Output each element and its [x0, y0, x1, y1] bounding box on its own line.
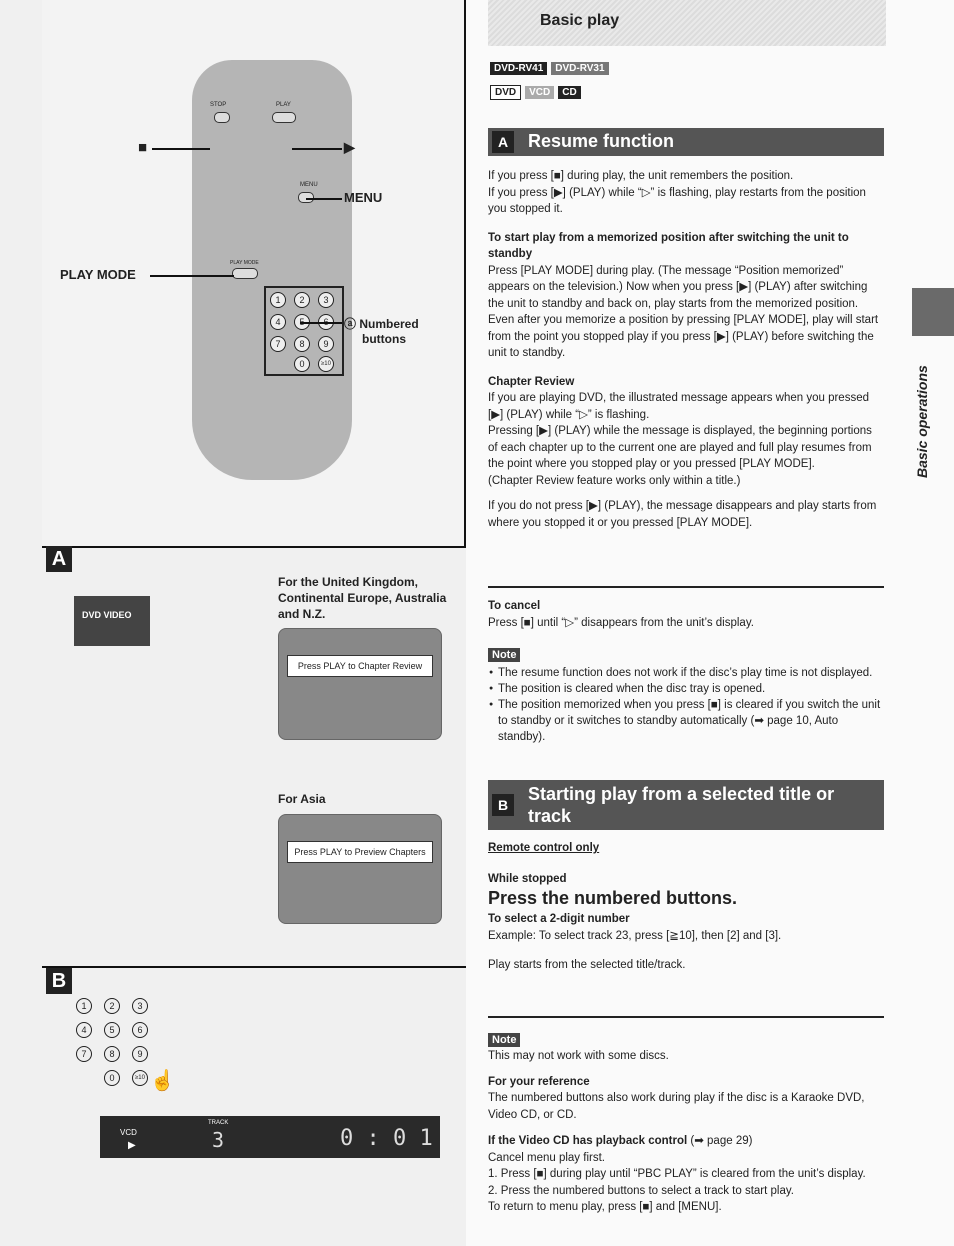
resume-intro: If you press [■] during play, the unit remembers the position. [488, 170, 794, 182]
numbered-leader-line [300, 322, 342, 324]
fig-b-key-3: 3 [132, 998, 148, 1014]
numbered-callout-2: buttons [362, 332, 406, 346]
standby-text-1: Press [PLAY MODE] during play. (The message “Position memorized” appears on the television.) Now when you press [▶] (PLAY) after switching the unit to standby and back on, play starts from the memorized position. [488, 264, 868, 310]
resume-restart: If you press [▶] (PLAY) while “▷” is flashing, play restarts from the position you stopped it. [488, 186, 866, 215]
tv-screen-asia [278, 814, 442, 924]
key-7: 7 [270, 336, 286, 352]
dvd-video-logo: DVD VIDEO [74, 596, 150, 646]
menu-remote-label: MENU [300, 182, 318, 188]
section-a-title: Resume function [528, 131, 675, 151]
remote-figure [42, 0, 466, 548]
note-a-list [488, 665, 884, 745]
play-mode-remote-label: PLAY MODE [230, 260, 259, 266]
side-tab-label-wrap [903, 350, 933, 490]
key-10plus: ≥10 [318, 356, 334, 372]
section-b-body [488, 840, 884, 974]
section-a-letter: A [492, 131, 514, 153]
left-illustration-column [0, 0, 466, 1246]
pbc-page-ref: (➡ page 29) [690, 1135, 753, 1147]
model-badge: DVD-RV41 [490, 62, 547, 75]
pointing-hand-icon: ☝ [150, 1070, 175, 1092]
note-a-tag-wrap [488, 645, 884, 663]
key-9: 9 [318, 336, 334, 352]
chapter-review-heading: Chapter Review [488, 375, 575, 388]
model-badge: DVD-RV31 [551, 62, 608, 75]
stop-remote-button [214, 112, 230, 123]
key-3: 3 [318, 292, 334, 308]
disc-badges [490, 82, 585, 100]
numbered-buttons-instruction: Press the numbered buttons. [488, 888, 738, 908]
section-b-letter: B [492, 794, 514, 816]
display-play-icon: ▶ [128, 1140, 136, 1151]
note-item: ● The position is cleared when the disc tray is opened. [498, 681, 884, 697]
play-starts-text: Play starts from the selected title/track. [488, 959, 686, 971]
display-mode: VCD [120, 1128, 137, 1137]
region-asia-label: For Asia [278, 792, 326, 806]
fig-b-key-1: 1 [76, 998, 92, 1014]
region-uk-label: For the United Kingdom, Continental Europe, Australia and N.Z. [278, 575, 447, 621]
key-8: 8 [294, 336, 310, 352]
chapter-review-text-3: (Chapter Review feature works only within a title.) [488, 474, 741, 487]
fig-b-key-7: 7 [76, 1046, 92, 1062]
page-header [488, 0, 886, 46]
divider [488, 1016, 884, 1018]
model-badges [490, 58, 613, 76]
pbc-step-1: 1. Press [■] during play until “PBC PLAY” is cleared from the unit’s display. [488, 1168, 866, 1180]
note-item: ● The position memorized when you press [■] is cleared if you switch the unit to standby or it switches to standby automatically (➡ page 10, Auto standby). [498, 697, 884, 745]
numbered-callout-1: ⓐ Numbered [344, 317, 419, 331]
fig-b-key-4: 4 [76, 1022, 92, 1038]
note-label: Note [488, 1033, 520, 1047]
fig-b-key-10plus: ≥10 [132, 1070, 148, 1086]
two-digit-heading: To select a 2-digit number [488, 913, 630, 925]
section-b-notes [488, 1030, 884, 1216]
section-a-body [488, 168, 884, 531]
fig-b-key-9: 9 [132, 1046, 148, 1062]
fig-b-key-6: 6 [132, 1022, 148, 1038]
play-callout: ▶ [344, 139, 355, 155]
while-stopped-label: While stopped [488, 872, 567, 885]
play-remote-label: PLAY [276, 102, 291, 108]
fig-b-key-5: 5 [104, 1022, 120, 1038]
figure-b-label: B [46, 968, 72, 994]
disc-badge: VCD [525, 86, 554, 99]
section-b-title: Starting play from a selected title or track [528, 784, 835, 826]
chapter-review-message: Press PLAY to Chapter Review [287, 655, 433, 677]
reference-heading: For your reference [488, 1075, 590, 1088]
remote-control [192, 60, 352, 480]
fig-b-key-2: 2 [104, 998, 120, 1014]
section-b-header [488, 780, 884, 830]
section-a-header [488, 128, 884, 156]
play-mode-leader-line [150, 275, 234, 277]
chapter-review-text-1: If you are playing DVD, the illustrated message appears when you pressed [▶] (PLAY) while “▷” is flashing. [488, 392, 869, 421]
standby-text-2: Even after you memorize a position by pressing [PLAY MODE], play will start from the point you stopped play if you press [▶] (PLAY) before switching the unit to standby. [488, 314, 879, 359]
display-time: 0 : 0 1 [340, 1126, 433, 1151]
preview-chapters-message: Press PLAY to Preview Chapters [287, 841, 433, 863]
play-remote-button [272, 112, 296, 123]
pbc-heading: If the Video CD has playback control [488, 1135, 688, 1147]
disc-badge: DVD [490, 85, 521, 100]
menu-leader-line [306, 198, 342, 200]
side-tab-label: Basic operations [914, 365, 930, 478]
fig-b-key-8: 8 [104, 1046, 120, 1062]
remote-only-label: Remote control only [488, 842, 600, 854]
figure-b-divider [42, 966, 466, 968]
stop-remote-label: STOP [210, 102, 227, 108]
stop-callout: ■ [138, 139, 148, 156]
unit-display [100, 1116, 440, 1158]
key-4: 4 [270, 314, 286, 330]
play-mode-remote-button [232, 268, 258, 279]
reference-text: The numbered buttons also work during play if the disc is a Karaoke DVD, Video CD, or CD. [488, 1092, 865, 1121]
display-track-label: TRACK [208, 1120, 229, 1126]
disc-badge: CD [558, 86, 580, 99]
key-0: 0 [294, 356, 310, 372]
fig-b-key-0: 0 [104, 1070, 120, 1086]
tv-screen-uk [278, 628, 442, 740]
numpad-highlight [264, 286, 344, 376]
section-tab [912, 288, 954, 336]
cancel-text: Press [■] until “▷” disappears from the unit’s display. [488, 616, 754, 629]
divider [488, 586, 884, 588]
cancel-block [488, 598, 884, 745]
play-leader-line [292, 148, 342, 150]
play-mode-callout: PLAY MODE [60, 267, 136, 282]
pbc-step-2: 2. Press the numbered buttons to select a track to start play. [488, 1184, 794, 1197]
right-text-column [478, 0, 888, 1246]
note-item: ● The resume function does not work if the disc’s play time is not displayed. [498, 665, 884, 681]
two-digit-example: Example: To select track 23, press [≧10], then [2] and [3]. [488, 929, 782, 942]
key-2: 2 [294, 292, 310, 308]
note-text: This may not work with some discs. [488, 1050, 669, 1062]
note-label: Note [488, 648, 520, 662]
cancel-heading: To cancel [488, 600, 541, 612]
chapter-review-text-4: If you do not press [▶] (PLAY), the message disappears and play starts from where you stopped it or you pressed [PLAY MODE]. [488, 500, 877, 529]
page-title: Basic play [540, 12, 620, 29]
stop-leader-line [152, 148, 210, 150]
key-1: 1 [270, 292, 286, 308]
return-menu-text: To return to menu play, press [■] and [MENU]. [488, 1201, 722, 1213]
chapter-review-text-2: Pressing [▶] (PLAY) while the message is displayed, the beginning portions of each chapter up to the current one are played and full play resumes from the point where you stopped play or you pressed [PLAY MODE]. [488, 425, 872, 470]
figure-a-label: A [46, 546, 72, 572]
display-track-number: 3 [212, 1128, 225, 1152]
pbc-text: Cancel menu play first. [488, 1151, 605, 1164]
standby-heading: To start play from a memorized position after switching the unit to standby [488, 231, 849, 260]
menu-callout: MENU [344, 190, 383, 205]
